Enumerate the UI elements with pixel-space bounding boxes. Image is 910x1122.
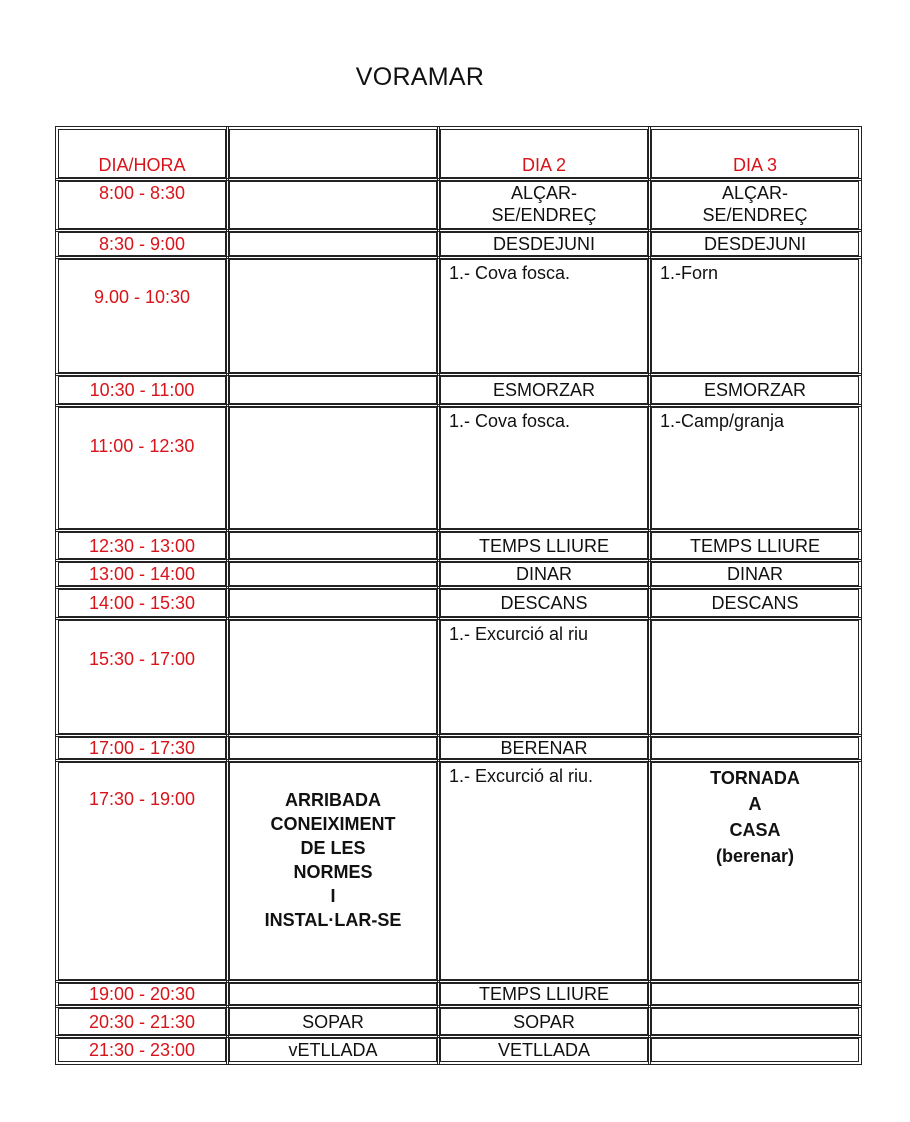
dia3-cell: ESMORZAR — [651, 376, 859, 404]
time-cell: 8:30 - 9:00 — [58, 232, 226, 256]
dia3-line: TORNADA — [710, 768, 800, 788]
dia2-cell: 1.- Excurció al riu — [440, 620, 648, 734]
header-dia-hora: DIA/HORA — [58, 129, 226, 178]
dia3-line: ALÇAR- — [721, 183, 788, 203]
time-cell: 17:00 - 17:30 — [58, 737, 226, 759]
dia3-cell — [651, 620, 859, 734]
header-dia-3: DIA 3 — [651, 129, 859, 178]
dia2-cell — [440, 181, 648, 229]
dia3-cell: DINAR — [651, 562, 859, 586]
dia3-cell: DESDEJUNI — [651, 232, 859, 256]
dia2-cell: TEMPS LLIURE — [440, 983, 648, 1005]
document-title: VORAMAR — [355, 63, 485, 91]
dia1-cell — [229, 983, 437, 1005]
time-cell: 10:30 - 11:00 — [58, 376, 226, 404]
dia1-cell — [229, 562, 437, 586]
dia2-cell: DINAR — [440, 562, 648, 586]
dia3-cell — [651, 181, 859, 229]
time-cell: 15:30 - 17:00 — [58, 620, 226, 734]
dia3-cell — [651, 983, 859, 1005]
time-cell: 9.00 - 10:30 — [58, 259, 226, 373]
dia3-line: A — [748, 794, 762, 814]
dia2-cell: BERENAR — [440, 737, 648, 759]
dia3-cell — [651, 1038, 859, 1062]
dia2-line: ALÇAR- — [510, 183, 577, 203]
dia3-cell — [651, 737, 859, 759]
schedule-table — [58, 129, 859, 1064]
dia3-line: CASA — [729, 820, 781, 840]
time-cell: 8:00 - 8:30 — [58, 181, 226, 229]
dia1-cell — [229, 259, 437, 373]
dia1-cell — [229, 376, 437, 404]
dia2-cell: VETLLADA — [440, 1038, 648, 1062]
dia2-cell: ESMORZAR — [440, 376, 648, 404]
time-cell: 11:00 - 12:30 — [58, 407, 226, 529]
dia1-cell — [229, 407, 437, 529]
dia3-line: (berenar) — [715, 846, 795, 866]
time-cell: 14:00 - 15:30 — [58, 589, 226, 617]
dia1-line: INSTAL·LAR-SE — [264, 910, 402, 930]
dia3-line: SE/ENDREÇ — [702, 205, 808, 225]
dia2-cell: 1.- Cova fosca. — [440, 407, 648, 529]
dia2-cell: TEMPS LLIURE — [440, 532, 648, 559]
dia2-cell: DESDEJUNI — [440, 232, 648, 256]
dia3-cell: 1.-Forn — [651, 259, 859, 373]
dia1-line: CONEIXIMENT — [270, 814, 396, 834]
header-dia-1 — [229, 129, 437, 178]
dia3-cell: DESCANS — [651, 589, 859, 617]
dia3-cell — [651, 1008, 859, 1035]
dia3-return-cell — [651, 762, 859, 980]
time-cell: 21:30 - 23:00 — [58, 1038, 226, 1062]
dia1-cell — [229, 737, 437, 759]
time-cell: 13:00 - 14:00 — [58, 562, 226, 586]
dia1-arrival-cell — [229, 762, 437, 980]
dia1-cell: SOPAR — [229, 1008, 437, 1035]
time-cell: 12:30 - 13:00 — [58, 532, 226, 559]
dia2-cell: SOPAR — [440, 1008, 648, 1035]
dia1-line: DE LES — [300, 838, 366, 858]
dia1-cell — [229, 181, 437, 229]
dia1-cell — [229, 532, 437, 559]
dia1-cell — [229, 589, 437, 617]
dia1-cell — [229, 232, 437, 256]
dia2-line: SE/ENDREÇ — [491, 205, 597, 225]
time-cell: 17:30 - 19:00 — [58, 762, 226, 980]
header-dia-2: DIA 2 — [440, 129, 648, 178]
dia2-cell: DESCANS — [440, 589, 648, 617]
dia1-cell: vETLLADA — [229, 1038, 437, 1062]
dia1-cell — [229, 620, 437, 734]
dia3-cell: 1.-Camp/granja — [651, 407, 859, 529]
dia1-line: ARRIBADA — [285, 790, 381, 810]
dia2-cell: 1.- Excurció al riu. — [440, 762, 648, 980]
time-cell: 19:00 - 20:30 — [58, 983, 226, 1005]
time-cell: 20:30 - 21:30 — [58, 1008, 226, 1035]
dia1-line: I — [330, 886, 336, 906]
dia2-cell: 1.- Cova fosca. — [440, 259, 648, 373]
dia1-line: NORMES — [293, 862, 373, 882]
dia3-cell: TEMPS LLIURE — [651, 532, 859, 559]
